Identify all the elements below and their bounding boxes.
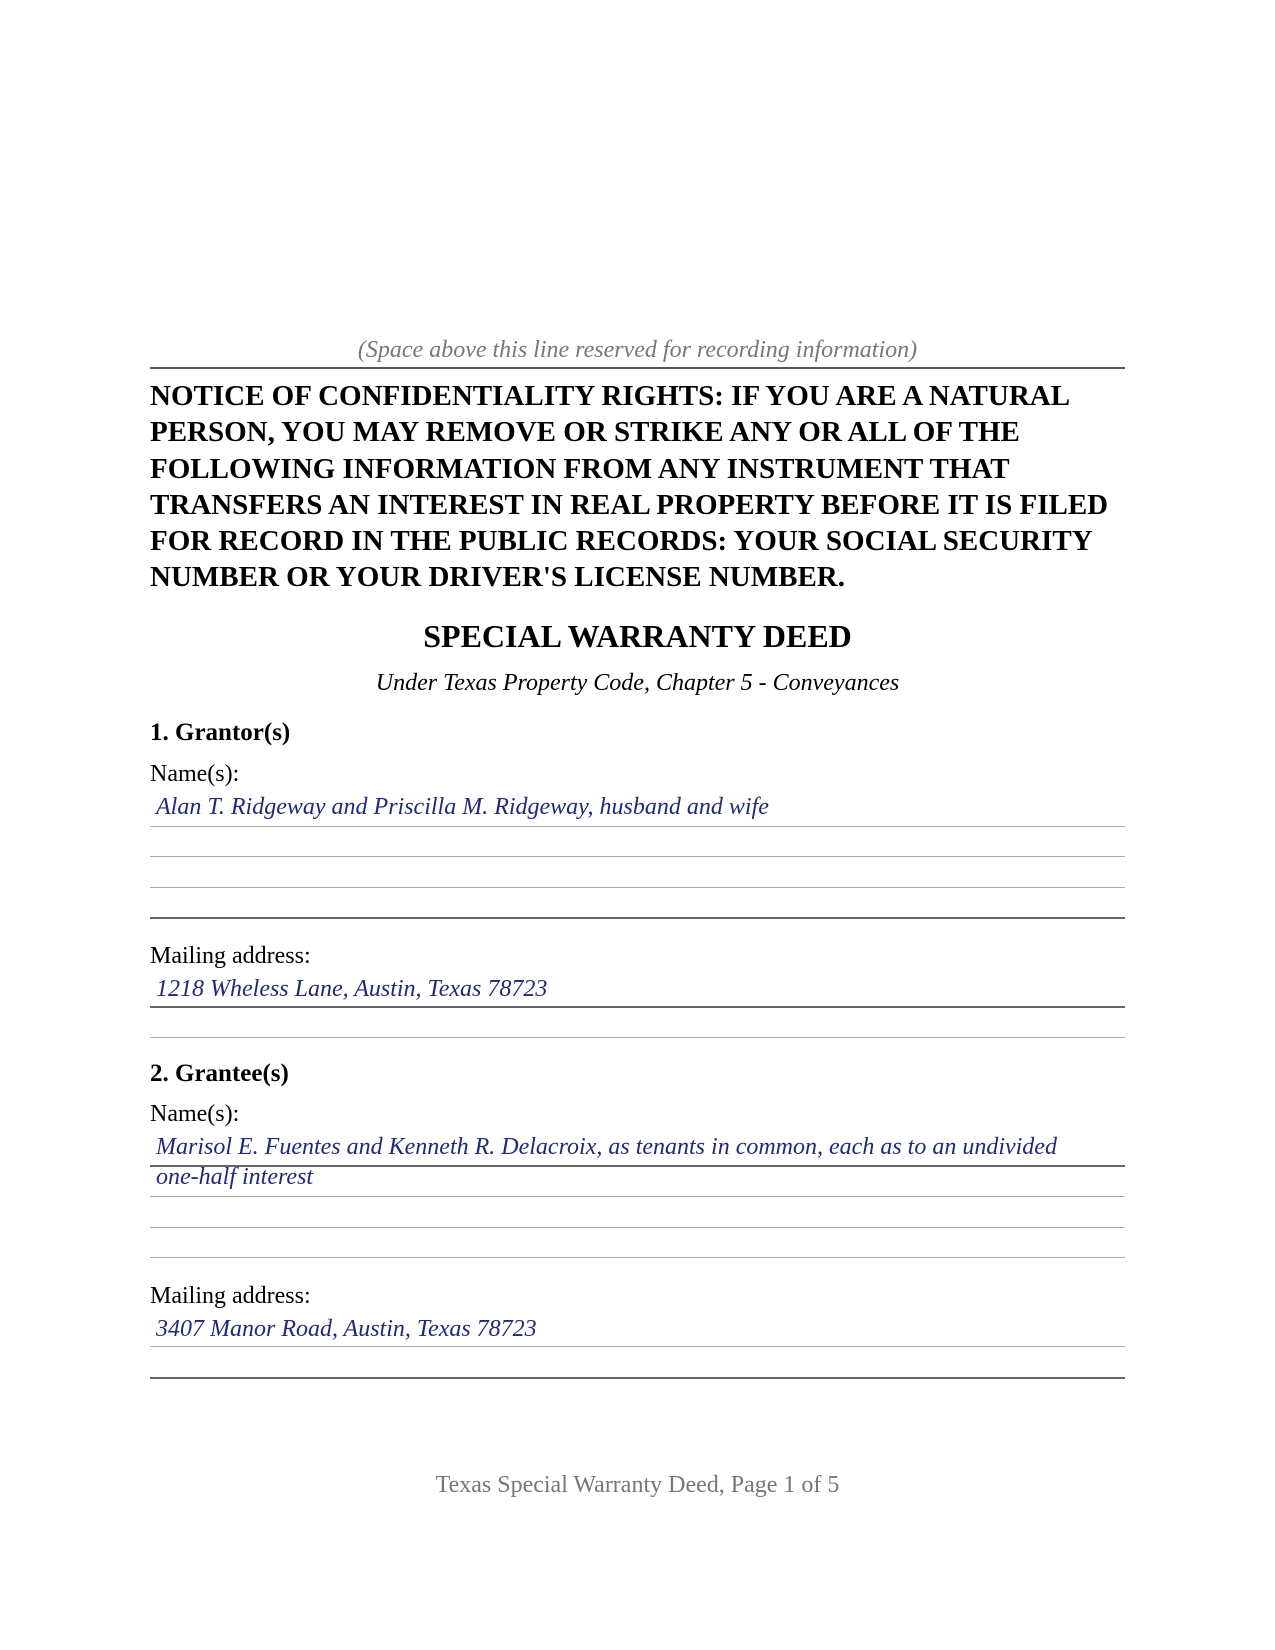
- grantee-names-value-line2[interactable]: one-half interest: [156, 1164, 314, 1190]
- grantor-names-line: [150, 826, 1125, 827]
- page-footer: Texas Special Warranty Deed, Page 1 of 5: [435, 1472, 840, 1498]
- grantee-names-line: [150, 1227, 1125, 1228]
- grantor-address-line: [150, 1006, 1125, 1008]
- grantor-address-label: Mailing address:: [150, 943, 311, 969]
- grantor-heading: 1. Grantor(s): [150, 719, 291, 746]
- grantee-address-line: [150, 1346, 1125, 1347]
- grantee-names-value-line1[interactable]: Marisol E. Fuentes and Kenneth R. Delacroix, as tenants in common, each as to an undivided: [156, 1134, 1057, 1160]
- grantor-names-label: Name(s):: [150, 761, 240, 787]
- grantor-names-line: [150, 917, 1125, 919]
- grantor-names-value[interactable]: Alan T. Ridgeway and Priscilla M. Ridgeway, husband and wife: [156, 794, 769, 820]
- recording-divider: [150, 367, 1125, 369]
- grantee-address-label: Mailing address:: [150, 1283, 311, 1309]
- grantee-names-label: Name(s):: [150, 1101, 240, 1127]
- grantor-address-value[interactable]: 1218 Wheless Lane, Austin, Texas 78723: [156, 976, 548, 1002]
- grantee-heading: 2. Grantee(s): [150, 1060, 289, 1087]
- document-subtitle: Under Texas Property Code, Chapter 5 - Conveyances: [375, 670, 900, 696]
- grantee-names-line: [150, 1257, 1125, 1258]
- document-title: SPECIAL WARRANTY DEED: [423, 618, 852, 654]
- grantee-names-line: [150, 1196, 1125, 1197]
- recording-space-note: (Space above this line reserved for recording information): [357, 337, 918, 363]
- confidentiality-notice: NOTICE OF CONFIDENTIALITY RIGHTS: IF YOU ARE A NATURAL PERSON, YOU MAY REMOVE OR STRIKE ANY OR ALL OF THE FOLLOWING INFORMATION FROM ANY INSTRUMENT THAT TRANSFERS AN INTEREST IN REAL PROPERTY BEFORE IT IS FILED FOR RECORD IN THE PUBLIC RECORDS: YOUR SOCIAL SECURITY NUMBER OR YOUR DRIVER'S LICENSE NUMBER.: [150, 380, 1109, 594]
- grantor-names-line: [150, 856, 1125, 857]
- deed-page: [150, 0, 1125, 1650]
- grantor-names-line: [150, 887, 1125, 888]
- grantee-address-value[interactable]: 3407 Manor Road, Austin, Texas 78723: [156, 1316, 537, 1342]
- grantee-address-line: [150, 1377, 1125, 1379]
- grantor-address-line: [150, 1037, 1125, 1038]
